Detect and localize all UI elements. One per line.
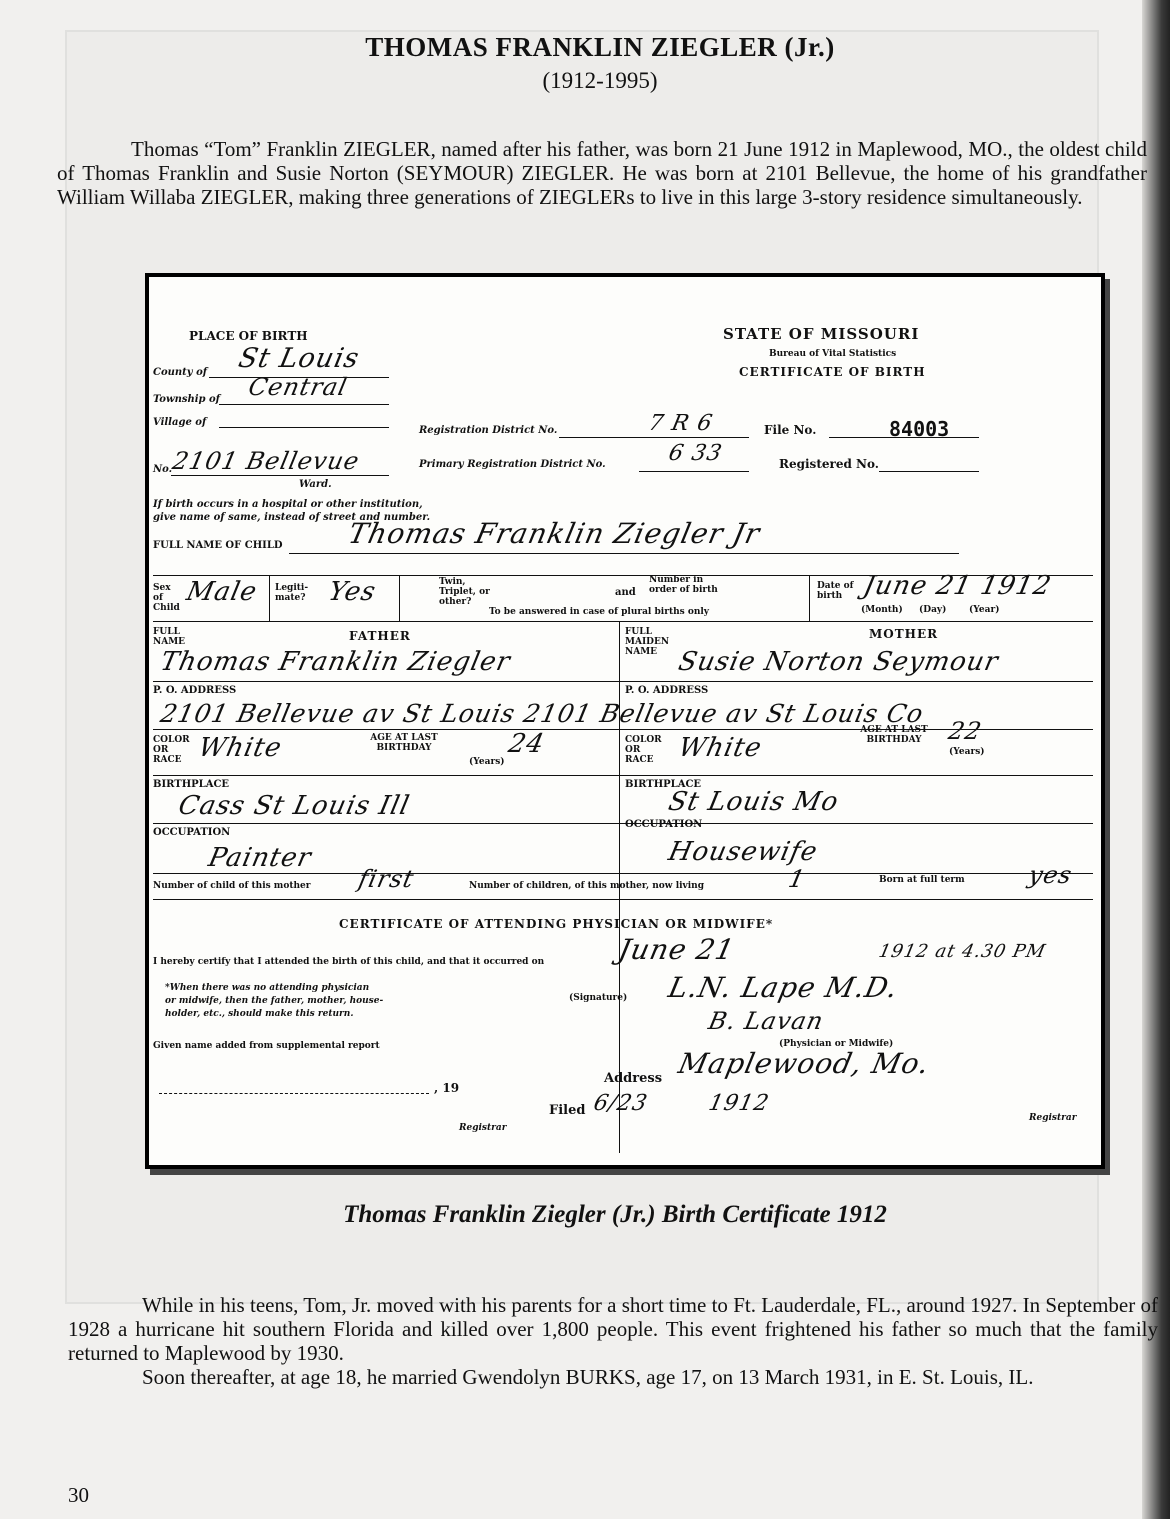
cert-state: STATE OF MISSOURI <box>723 325 920 343</box>
cert-hw-primary: 6 33 <box>666 441 725 466</box>
cert-father-color-label: COLOR OR RACE <box>153 735 190 765</box>
cert-legitimate-label: Legiti-mate? <box>275 583 309 603</box>
book-spine-edge <box>1142 0 1170 1519</box>
cert-hw-mother-age: 22 <box>946 717 985 745</box>
cert-mother-address-label: P. O. ADDRESS <box>625 685 709 696</box>
cert-hw-township: Central <box>246 373 351 401</box>
intro-paragraph: Thomas “Tom” Franklin ZIEGLER, named after his father, was born 21 June 1912 in Maplewood, MO., the oldest child of Thomas Franklin and Susie Norton (SEYMOUR) ZIEGLER. He was born at 2101 Bellevue, the home of his grandfather William Willaba ZIEGLER, making three generations of ZIEGLERs to live in this large 3-story residence simultaneously. <box>57 137 1147 209</box>
cert-father-years-label: (Years) <box>469 757 505 767</box>
cert-mother-years-label: (Years) <box>949 747 985 757</box>
cert-signature-label: (Signature) <box>569 993 628 1003</box>
cert-ward-label: Ward. <box>299 479 332 490</box>
cert-mother-occupation-label: OCCUPATION <box>625 819 703 830</box>
cert-mother-birthplace-label: BIRTHPLACE <box>625 779 702 790</box>
cert-hw-signature-2: B. Lavan <box>706 1007 827 1035</box>
cert-hw-father-occupation: Painter <box>205 843 315 873</box>
cert-plural-note: To be answered in case of plural births only <box>489 607 710 617</box>
cert-hw-address: 2101 Bellevue av St Louis 2101 Bellevue av St Louis Co <box>157 699 927 728</box>
cert-footnote-3: holder, etc., should make this return. <box>165 1009 354 1019</box>
cert-mother-heading: MOTHER <box>869 627 939 641</box>
cert-sex-label: Sex of Child <box>153 583 180 613</box>
cert-file-no: 84003 <box>889 417 950 441</box>
cert-street-label: No. <box>153 464 173 475</box>
cert-twin-label: Twin, Triplet, or other? <box>439 577 490 607</box>
cert-dob-label: Date of birth <box>817 581 854 601</box>
cert-hw-living: 1 <box>786 865 809 893</box>
cert-number-in-order-label: Number in order of birth <box>649 575 718 595</box>
cert-place-of-birth: PLACE OF BIRTH <box>189 329 308 343</box>
marriage-paragraph: Soon thereafter, at age 18, he married Gwendolyn BURKS, age 17, on 13 March 1931, in E. St. Louis, IL. <box>142 1365 1034 1389</box>
page-number: 30 <box>68 1483 89 1507</box>
cert-footnote-2: or midwife, then the father, mother, house- <box>165 996 384 1006</box>
cert-hw-district: 7 R 6 <box>646 411 716 436</box>
cert-hw-county: St Louis <box>235 343 363 374</box>
cert-registrar-left: Registrar <box>459 1123 507 1133</box>
cert-hw-mother-color: White <box>675 733 765 763</box>
cert-father-full-name-label: FULL NAME <box>153 627 186 647</box>
cert-address-label: Address <box>604 1071 663 1086</box>
cert-village-label: Village of <box>153 417 207 428</box>
cert-hw-signature: L.N. Lape M.D. <box>665 971 902 1004</box>
cert-type: CERTIFICATE OF BIRTH <box>739 365 926 379</box>
cert-registrar-right: Registrar <box>1029 1113 1077 1123</box>
cert-hw-filed: 6/23 <box>591 1091 651 1116</box>
cert-father-birthplace-label: BIRTHPLACE <box>153 779 230 790</box>
cert-hw-father-age: 24 <box>505 729 548 759</box>
cert-given-name-note: Given name added from supplemental report <box>153 1041 380 1051</box>
cert-hw-mother-occupation: Housewife <box>665 837 821 867</box>
cert-number-of-child-label: Number of child of this mother <box>153 881 311 891</box>
cert-father-age-label: AGE AT LAST BIRTHDAY <box>370 733 438 753</box>
cert-hw-father-name: Thomas Franklin Ziegler <box>157 647 514 677</box>
cert-father-occupation-label: OCCUPATION <box>153 827 231 838</box>
cert-hospital-note-2: give name of same, instead of street and number. <box>153 512 431 523</box>
cert-hw-child-number: first <box>356 865 417 893</box>
cert-hw-mother-birthplace: St Louis Mo <box>665 787 842 817</box>
cert-hw-address-signature: Maplewood, Mo. <box>675 1047 933 1080</box>
cert-hw-mother-name: Susie Norton Seymour <box>675 647 1002 677</box>
cert-hw-legitimate: Yes <box>325 577 379 607</box>
teens-paragraph: While in his teens, Tom, Jr. moved with his parents for a short time to Ft. Lauderdale, FL., around 1927. In September of 1928 a hurricane hit southern Florida and killed over 1,800 people. This event frightened his father so much that the family returned to Maplewood by 1930. <box>68 1293 1158 1365</box>
cert-registration-district-label: Registration District No. <box>419 425 558 436</box>
cert-hw-child-name: Thomas Franklin Ziegler Jr <box>345 517 764 550</box>
cert-physician-heading: CERTIFICATE OF ATTENDING PHYSICIAN OR MIDWIFE* <box>339 917 774 931</box>
cert-year-label: (Year) <box>969 605 1000 615</box>
certificate-caption: Thomas Franklin Ziegler (Jr.) Birth Certificate 1912 <box>343 1201 887 1228</box>
cert-hw-full-term: yes <box>1026 861 1076 889</box>
birth-certificate-image <box>145 273 1105 1169</box>
cert-bureau: Bureau of Vital Statistics <box>769 349 897 359</box>
cert-hw-dob: June 21 1912 <box>860 571 1055 601</box>
cert-physician-or-midwife: (Physician or Midwife) <box>779 1039 894 1049</box>
cert-mother-maiden-label: FULL MAIDEN NAME <box>625 627 670 657</box>
cert-and-label: and <box>615 587 636 598</box>
cert-number-of-children-label: Number of children, of this mother, now living <box>469 881 705 891</box>
cert-township-label: Township of <box>153 394 220 405</box>
cert-footnote-1: *When there was no attending physician <box>165 983 370 993</box>
cert-father-heading: FATHER <box>349 629 411 643</box>
cert-filed-label: Filed <box>549 1103 586 1118</box>
cert-hw-father-color: White <box>195 733 285 763</box>
cert-hw-filed-year: 1912 <box>706 1091 772 1116</box>
cert-county-label: County of <box>153 367 208 378</box>
cert-hw-father-birthplace: Cass St Louis Ill <box>175 791 413 821</box>
cert-day-label: (Day) <box>919 605 947 615</box>
cert-mother-age-label: AGE AT LAST BIRTHDAY <box>860 725 928 745</box>
cert-month-label: (Month) <box>861 605 903 615</box>
cert-hw-street: 2101 Bellevue <box>170 447 363 475</box>
cert-mother-color-label: COLOR OR RACE <box>625 735 662 765</box>
page-title: THOMAS FRANKLIN ZIEGLER (Jr.) <box>365 32 835 62</box>
cert-primary-district-label: Primary Registration District No. <box>419 459 606 470</box>
cert-attest-text: I hereby certify that I attended the birth of this child, and that it occurred on <box>153 957 545 967</box>
cert-hw-time: 1912 at 4.30 PM <box>876 941 1048 962</box>
cert-registered-no-label: Registered No. <box>779 457 879 471</box>
cert-nineteen: , 19 <box>434 1081 460 1095</box>
cert-file-no-label: File No. <box>764 423 817 437</box>
cert-father-address-label: P. O. ADDRESS <box>153 685 237 696</box>
page-subtitle-years: (1912-1995) <box>542 68 658 93</box>
cert-hospital-note-1: If birth occurs in a hospital or other institution, <box>153 499 423 510</box>
cert-full-term-label: Born at full term <box>879 875 965 885</box>
cert-full-name-label: FULL NAME OF CHILD <box>153 540 283 551</box>
cert-hw-occurred: June 21 <box>615 933 738 966</box>
cert-hw-sex: Male <box>183 577 261 607</box>
